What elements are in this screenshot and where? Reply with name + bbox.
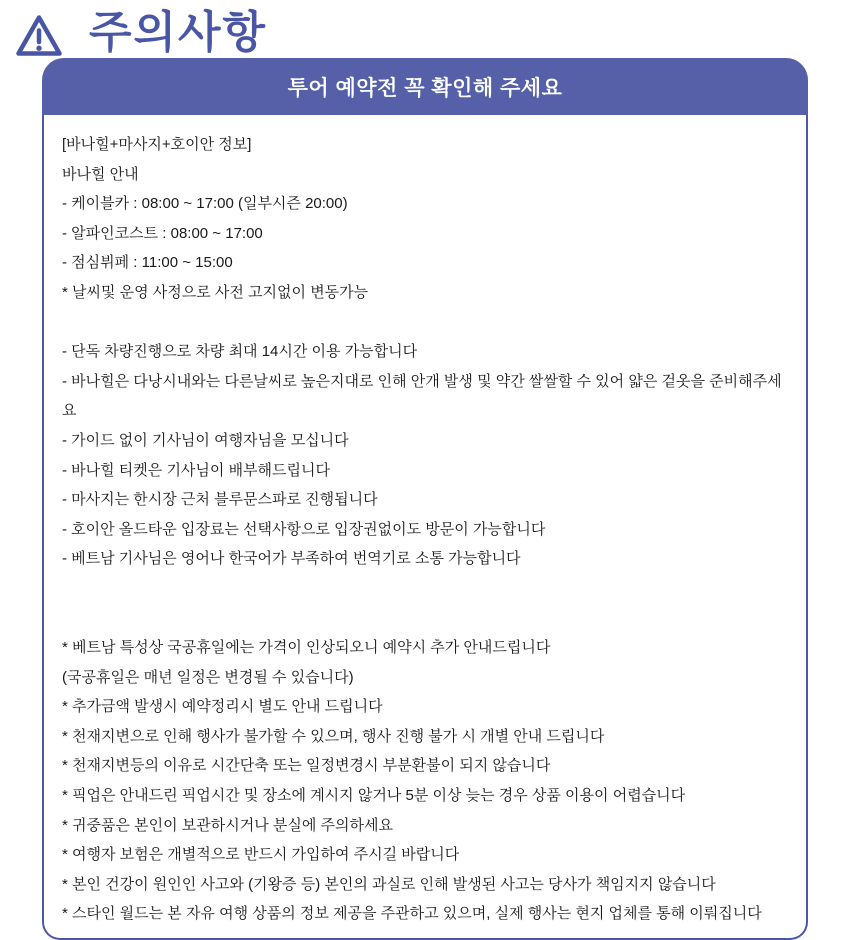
notice-line: * 천재지변등의 이유로 시간단축 또는 일정변경시 부분환불이 되지 않습니다 [62, 757, 551, 775]
notice-line: - 호이안 올드타운 입장료는 선택사항으로 입장권없이도 방문이 가능합니다 [62, 520, 546, 538]
notice-line: * 날씨및 운영 사정으로 사전 고지없이 변동가능 [62, 283, 369, 301]
notice-line: - 바나힐은 다낭시내와는 다른날씨로 높은지대로 인해 안개 발생 및 약간 쌀쌀할 수 있어 얇은 겉옷을 준비해주세요 [62, 372, 782, 420]
notice-line: 바나힐 안내 [62, 165, 139, 183]
notice-line: * 스타인 월드는 본 자유 여행 상품의 정보 제공을 주관하고 있으며, 실제 행사는 현지 업체를 통해 이뤄집니다 [62, 905, 762, 923]
notice-line: * 여행자 보험은 개별적으로 반드시 가입하여 주시길 바랍니다 [62, 846, 460, 864]
notice-line: - 베트남 기사님은 영어나 한국어가 부족하여 번역기로 소통 가능합니다 [62, 550, 521, 568]
notice-line: * 베트남 특성상 국공휴일에는 가격이 인상되오니 예약시 추가 안내드립니다 [62, 639, 551, 657]
notice-line: - 바나힐 티켓은 기사님이 배부해드립니다 [62, 461, 330, 479]
notice-line: - 가이드 없이 기사님이 여행자님을 모십니다 [62, 431, 349, 449]
notice-line [62, 574, 788, 604]
notice-line: (국공휴일은 매년 일정은 변경될 수 있습니다) [62, 668, 354, 686]
notice-line [62, 308, 788, 338]
card-body [42, 115, 808, 940]
notice-card [42, 58, 808, 940]
card-header-title: 투어 예약전 꼭 확인해 주세요 [287, 76, 563, 100]
warning-triangle-icon [15, 11, 63, 59]
notice-line: * 픽업은 안내드린 픽업시간 및 장소에 계시지 않거나 5분 이상 늦는 경우 상품 이용이 어렵습니다 [62, 787, 686, 805]
page-header [0, 0, 860, 58]
page-title: 주의사항 [89, 7, 268, 57]
notice-line: [바나힐+마사지+호이안 정보] [62, 136, 252, 153]
notice-line: * 추가금액 발생시 예약정리시 별도 안내 드립니다 [62, 698, 383, 716]
notice-line: * 본인 건강이 원인인 사고와 (기왕증 등) 본인의 과실로 인해 발생된 사고는 당사가 책임지지 않습니다 [62, 875, 716, 893]
notice-line: - 단독 차량진행으로 차량 최대 14시간 이용 가능합니다 [62, 343, 418, 361]
notice-line [62, 604, 788, 634]
notice-line: * 귀중품은 본인이 보관하시거나 분실에 주의하세요 [62, 816, 393, 834]
card-header [42, 58, 808, 115]
notice-line: - 알파인코스트 : 08:00 ~ 17:00 [62, 224, 263, 242]
notice-line: - 점심뷔페 : 11:00 ~ 15:00 [62, 254, 233, 272]
notice-line: - 케이블카 : 08:00 ~ 17:00 (일부시즌 20:00) [62, 195, 348, 213]
notice-line: - 마사지는 한시장 근처 블루문스파로 진행됩니다 [62, 491, 378, 509]
notice-line: * 천재지변으로 인해 행사가 불가할 수 있으며, 행사 진행 불가 시 개별 안내 드립니다 [62, 727, 605, 745]
